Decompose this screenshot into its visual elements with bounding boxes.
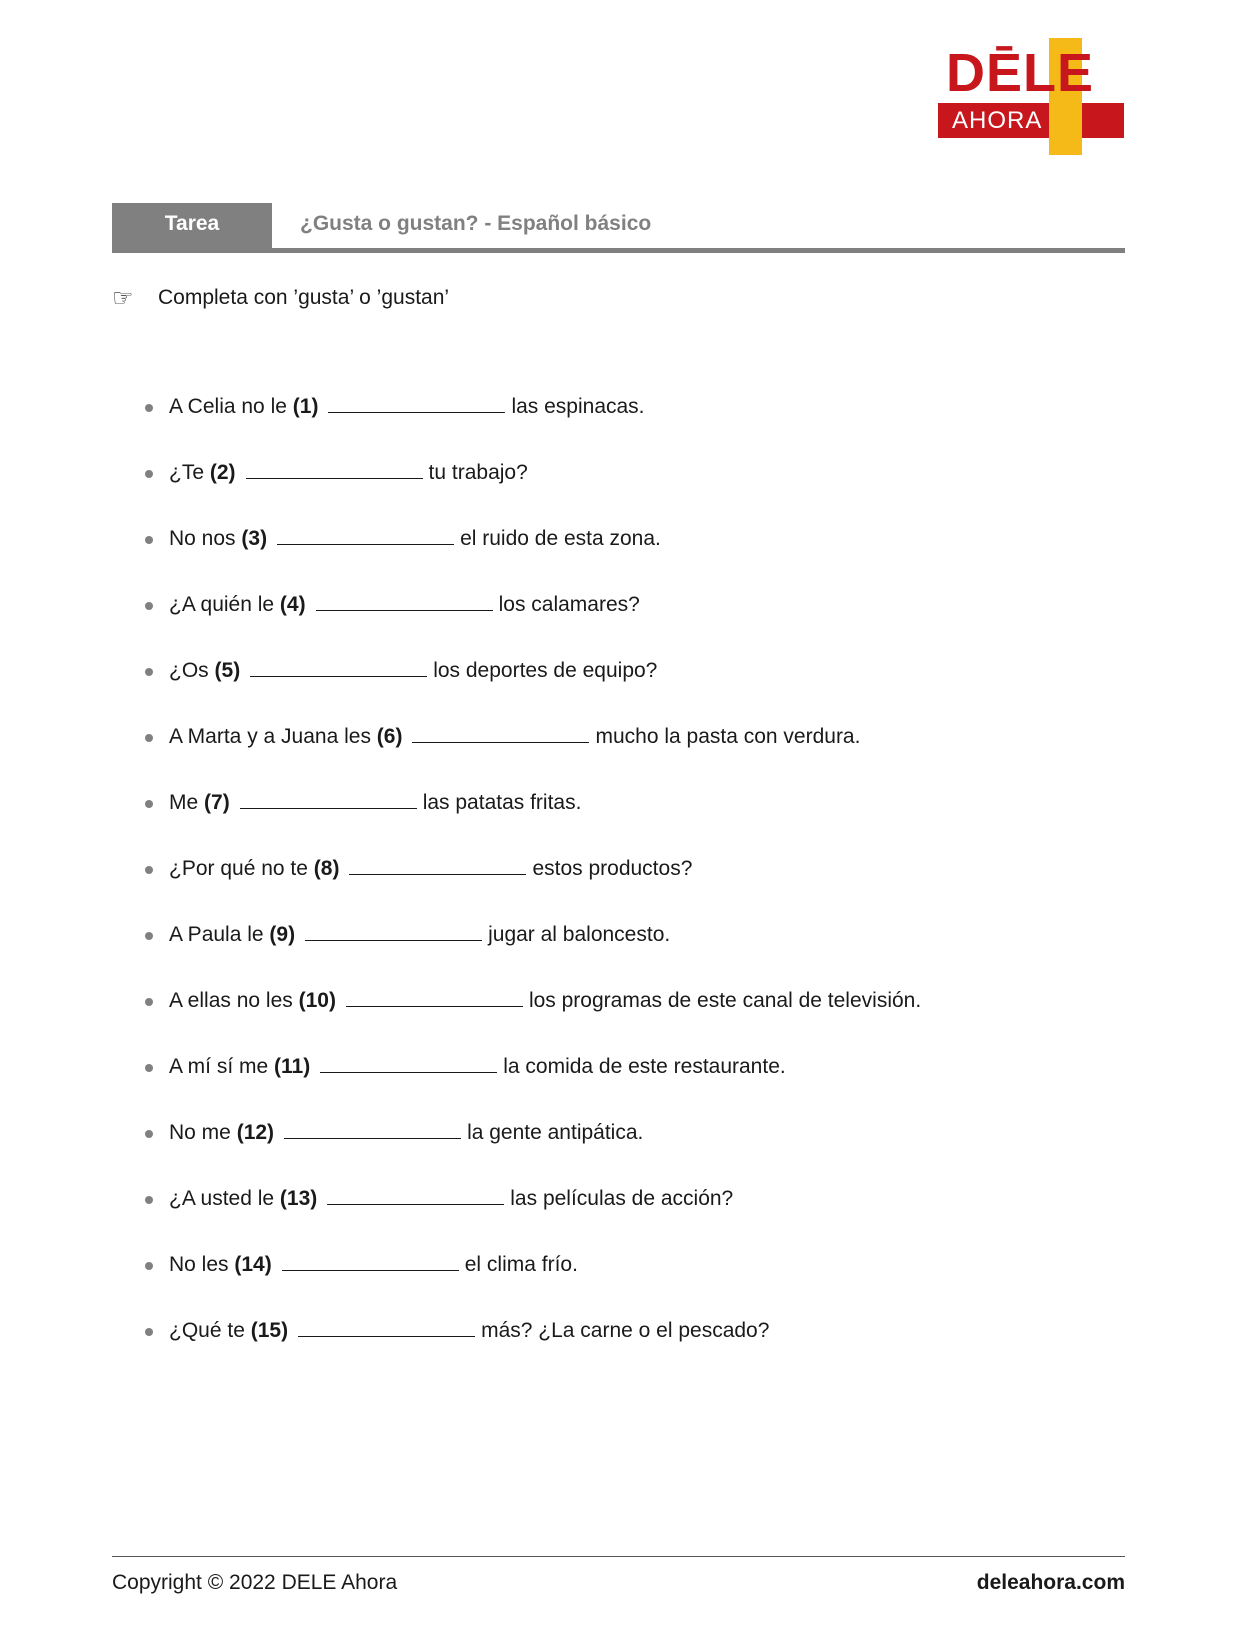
bullet-icon <box>145 734 153 742</box>
bullet-icon <box>145 470 153 478</box>
pointing-hand-icon: ☞ <box>112 284 134 312</box>
bullet-icon <box>145 536 153 544</box>
exercise-text-before: A Celia no le <box>169 395 287 418</box>
exercise-number: (5) <box>214 659 241 682</box>
answer-blank[interactable] <box>346 986 523 1007</box>
exercise-item <box>145 1118 921 1184</box>
exercise-text-before: A Marta y a Juana les <box>169 725 371 748</box>
exercise-text-after: el clima frío. <box>464 1253 578 1276</box>
exercise-text-before: No nos <box>169 527 236 550</box>
exercise-text-after: la gente antipática. <box>467 1121 644 1144</box>
exercise-text-after: las películas de acción? <box>510 1187 734 1210</box>
answer-blank[interactable] <box>284 1118 461 1139</box>
answer-blank[interactable] <box>316 590 493 611</box>
exercise-number: (11) <box>274 1055 311 1078</box>
exercise-number: (10) <box>298 989 336 1012</box>
exercise-text-after: jugar al baloncesto. <box>488 923 671 946</box>
exercise-text-after: las patatas fritas. <box>422 791 582 814</box>
exercise-text-before: No les <box>169 1253 229 1276</box>
exercise-text-before: No me <box>169 1121 231 1144</box>
header-rule <box>112 248 1125 253</box>
footer-rule <box>112 1556 1125 1557</box>
logo-word-dele: DĒLE <box>946 43 1095 103</box>
exercise-number: (8) <box>313 857 340 880</box>
page-title: ¿Gusta o gustan? - Español básico <box>300 212 652 235</box>
exercise-item <box>145 392 921 458</box>
answer-blank[interactable] <box>320 1052 497 1073</box>
logo-yellow-overlap <box>1049 103 1082 138</box>
exercise-text-after: la comida de este restaurante. <box>503 1055 786 1078</box>
instruction-text: Completa con ’gusta’ o ’gustan’ <box>158 286 450 309</box>
exercise-item <box>145 590 921 656</box>
exercise-text-before: ¿Te <box>169 461 205 484</box>
bullet-icon <box>145 668 153 676</box>
exercise-number: (9) <box>269 923 296 946</box>
exercise-item <box>145 1250 921 1316</box>
bullet-icon <box>145 1328 153 1336</box>
answer-blank[interactable] <box>277 524 454 545</box>
logo-word-ahora: AHORA <box>952 107 1043 134</box>
exercise-item <box>145 722 921 788</box>
answer-blank[interactable] <box>250 656 427 677</box>
exercise-number: (4) <box>279 593 306 616</box>
answer-blank[interactable] <box>349 854 526 875</box>
exercise-number: (7) <box>204 791 230 814</box>
exercise-item <box>145 920 921 986</box>
answer-blank[interactable] <box>282 1250 459 1271</box>
answer-blank[interactable] <box>240 788 417 809</box>
exercise-item <box>145 1184 921 1250</box>
exercise-text-after: el ruido de esta zona. <box>460 527 661 550</box>
exercise-item <box>145 524 921 590</box>
bullet-icon <box>145 800 153 808</box>
exercise-text-after: los deportes de equipo? <box>433 659 658 682</box>
exercise-text-after: mucho la pasta con verdura. <box>595 725 861 748</box>
exercise-text-after: más? ¿La carne o el pescado? <box>481 1319 770 1342</box>
exercise-text-after: estos productos? <box>532 857 693 880</box>
exercise-number: (3) <box>241 527 268 550</box>
website-link[interactable]: deleahora.com <box>976 1571 1125 1594</box>
exercise-number: (15) <box>250 1319 289 1342</box>
copyright-text: Copyright © 2022 DELE Ahora <box>112 1571 398 1594</box>
answer-blank[interactable] <box>246 458 423 479</box>
answer-blank[interactable] <box>412 722 589 743</box>
exercise-text-before: A mí sí me <box>169 1055 269 1078</box>
exercise-number: (6) <box>376 725 403 748</box>
exercise-text-after: los calamares? <box>498 593 640 616</box>
bullet-icon <box>145 1130 153 1138</box>
exercise-text-before: Me <box>169 791 199 814</box>
exercise-item <box>145 458 921 524</box>
exercise-number: (13) <box>279 1187 318 1210</box>
answer-blank[interactable] <box>298 1316 475 1337</box>
bullet-icon <box>145 602 153 610</box>
task-tab: Tarea <box>112 203 272 249</box>
exercise-item <box>145 1052 921 1118</box>
answer-blank[interactable] <box>327 1184 504 1205</box>
exercise-text-before: A ellas no les <box>169 989 293 1012</box>
exercise-item <box>145 1316 921 1382</box>
exercise-text-before: A Paula le <box>169 923 264 946</box>
exercise-text-before: ¿A usted le <box>169 1187 275 1210</box>
bullet-icon <box>145 1196 153 1204</box>
exercise-item <box>145 986 921 1052</box>
answer-blank[interactable] <box>328 392 505 413</box>
exercise-item <box>145 854 921 920</box>
exercise-item <box>145 656 921 722</box>
instruction <box>112 282 449 314</box>
exercise-item <box>145 788 921 854</box>
bullet-icon <box>145 932 153 940</box>
exercise-text-before: ¿Por qué no te <box>169 857 308 880</box>
bullet-icon <box>145 866 153 874</box>
exercise-text-after: tu trabajo? <box>428 461 528 484</box>
worksheet-header <box>112 203 1125 253</box>
bullet-icon <box>145 1262 153 1270</box>
exercise-number: (14) <box>234 1253 272 1276</box>
exercise-text-after: los programas de este canal de televisión. <box>528 989 922 1012</box>
exercise-text-after: las espinacas. <box>511 395 645 418</box>
exercise-number: (12) <box>236 1121 275 1144</box>
exercise-list <box>145 392 921 1382</box>
exercise-text-before: ¿Qué te <box>169 1319 245 1342</box>
dele-ahora-logo <box>938 38 1124 155</box>
exercise-text-before: ¿A quién le <box>169 593 275 616</box>
bullet-icon <box>145 404 153 412</box>
bullet-icon <box>145 998 153 1006</box>
bullet-icon <box>145 1064 153 1072</box>
exercise-number: (1) <box>292 395 319 418</box>
exercise-number: (2) <box>209 461 236 484</box>
answer-blank[interactable] <box>305 920 482 941</box>
exercise-text-before: ¿Os <box>169 659 209 682</box>
